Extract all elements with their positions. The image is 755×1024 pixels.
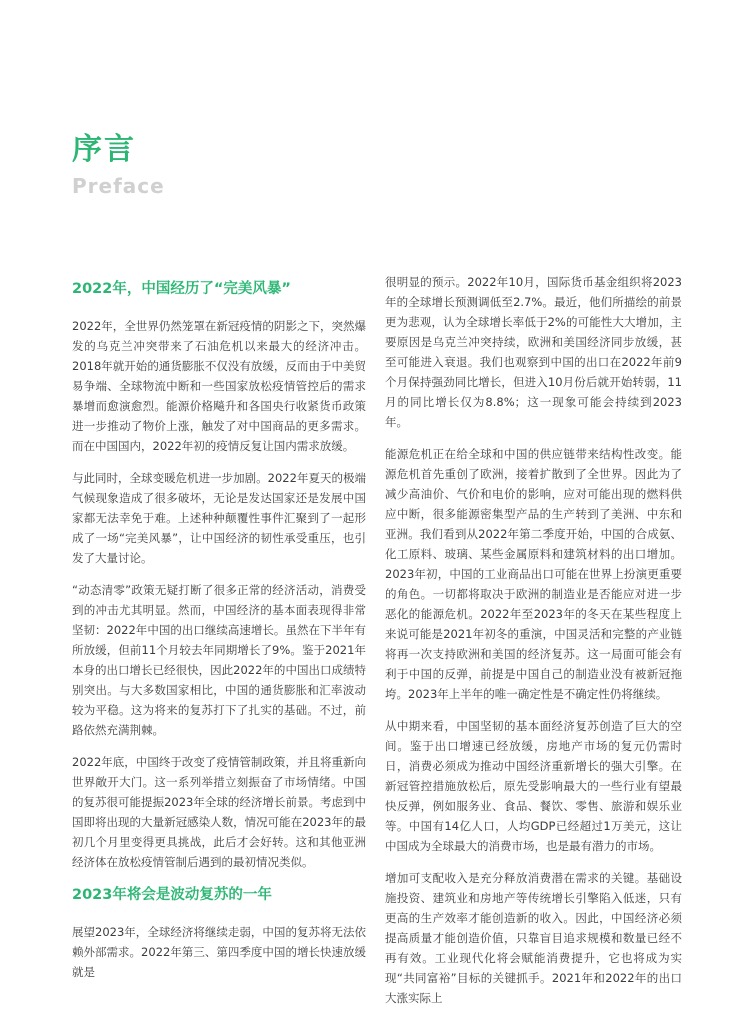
right-column [385,272,682,1020]
section-heading-2022: 2022年，中国经历了“完美风暴” [72,281,291,297]
paragraph: 能源危机正在给全球和中国的供应链带来结构性改变。能源危机首先重创了欧洲，接着扩散到了全世界。因此为了减少高油价、气价和电价的影响，应对可能出现的燃料供应中断，很多能源密集型产品的生产转到了美洲、中东和亚洲。我们看到从2022年第二季度开始，中国的合成氨、化工原料、玻璃、某些金属原料和建筑材料的出口增加。2023年初，中国的工业商品出口可能在世界上扮演更重要的角色。一切都将取决于欧洲的制造业是否能应对进一步恶化的能源危机。2022年至2023年的冬天在某些程度上来说可能是2021年初冬的重演，中国灵活和完整的产业链将再一次支持欧洲和美国的经济复苏。这一局面可能会有利于中国的反弹，前提是中国自己的制造业没有被新冠拖垮。2023年上半年的唯一确定性是不确定性仍将继续。 [385,447,682,701]
paragraph: 展望2023年，全球经济将继续走弱，中国的复苏将无法依赖外部需求。2022年第三、第四季度中国的增长快速放缓就是 [72,925,366,979]
section-heading-2023: 2023年将会是波动复苏的一年 [72,887,272,903]
paragraph: “动态清零”政策无疑打断了很多正常的经济活动，消费受到的冲击尤其明显。然而，中国经济的基本面表现得非常坚韧：2022年中国的出口继续高速增长。虽然在下半年有所放缓，但前11个月较去年同期增长了9%。鉴于2021年本身的出口增长已经很快，因此2022年的中国出口成绩特别突出。与大多数国家相比，中国的通货膨胀和汇率波动较为平稳。这为将来的复苏打下了扎实的基础。不过，前路依然充满荆棘。 [72,583,366,737]
paragraph: 增加可支配收入是充分释放消费潜在需求的关键。基础设施投资、建筑业和房地产等传统增长引擎陷入低迷，只有更高的生产效率才能创造新的收入。因此，中国经济必须提高质量才能创造价值，只靠盲目追求规模和数量已经不再有效。工业现代化将会赋能消费提升，它也将成为实现“共同富裕”目标的关键抓手。2021年和2022年的出口大涨实际上 [385,871,682,1005]
paragraph: 从中期来看，中国坚韧的基本面经济复苏创造了巨大的空间。鉴于出口增速已经放缓，房地产市场的复元仍需时日，消费必须成为推动中国经济重新增长的强大引擎。在新冠管控措施放松后，原先受影响最大的一些行业有望最快反弹，例如服务业、食品、餐饮、零售、旅游和娱乐业等。中国有14亿人口，人均GDP已经超过1万美元，这让中国成为全球最大的消费市场，也是最有潜力的市场。 [385,719,682,853]
paragraph: 2022年，全世界仍然笼罩在新冠疫情的阴影之下，突然爆发的乌克兰冲突带来了石油危机以来最大的经济冲击。2018年就开始的通货膨胀不仅没有放缓，反而由于中美贸易争端、全球物流中断和一些国家放松疫情管控后的需求暴增而愈演愈烈。能源价格飚升和各国央行收紧货币政策进一步推动了物价上涨，触发了对中国商品的更多需求。而在中国国内，2022年初的疫情反复让国内需求放缓。 [72,319,366,453]
left-column [72,278,366,994]
paragraph: 2022年底，中国终于改变了疫情管制政策，并且将重新向世界敞开大门。这一系列举措立刻振奋了市场情绪。中国的复苏很可能提振2023年全球的经济增长前景。考虑到中国即将出现的大量新冠感染人数，情况可能在2023年的最初几个月里变得更具挑战，此后才会好转。这和其他亚洲经济体在放松疫情管制后遇到的最初情况类似。 [72,755,366,869]
paragraph: 很明显的预示。2022年10月，国际货币基金组织将2023年的全球增长预测调低至2.7%。最近，他们所描绘的前景更为悲观，认为全球增长率低于2%的可能性大大增加，主要原因是乌克兰冲突持续，欧洲和美国经济同步放缓，甚至可能进入衰退。我们也观察到中国的出口在2022年前9个月保持强劲同比增长，但进入10月份后就开始转弱，11月的同比增长仅为8.8%；这一现象可能会持续到2023年。 [385,275,682,429]
page-title: 序言 [72,132,136,167]
paragraph: 与此同时，全球变暖危机进一步加剧。2022年夏天的极端气候现象造成了很多破坏，无论是发达国家还是发展中国家都无法幸免于难。上述种种颠覆性事件汇聚到了一起形成了一场“完美风暴”，让中国经济的韧性承受重压，也引发了大量讨论。 [72,471,366,565]
page-subtitle: Preface [72,174,165,198]
